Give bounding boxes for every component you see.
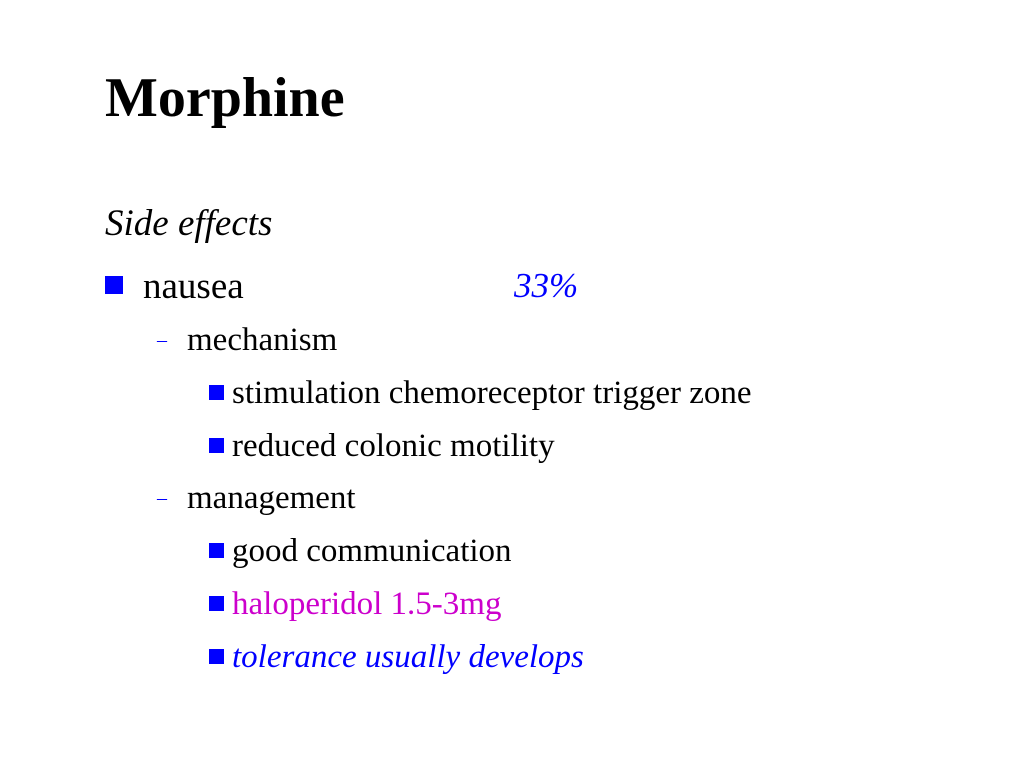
detail-label: stimulation chemoreceptor trigger zone: [232, 375, 752, 411]
square-bullet-icon: [209, 438, 224, 453]
square-bullet-icon: [209, 649, 224, 664]
square-bullet-icon: [105, 276, 123, 294]
sub-item-label: management: [187, 480, 356, 516]
detail-item: [209, 430, 555, 463]
sub-item-mechanism: [157, 324, 337, 357]
sub-item-management: [157, 482, 356, 515]
detail-label: tolerance usually develops: [232, 639, 584, 675]
slide-title: Morphine: [105, 67, 345, 129]
slide-subtitle: Side effects: [105, 203, 273, 244]
bullet-label: nausea: [143, 266, 244, 307]
detail-label: haloperidol 1.5-3mg: [232, 586, 502, 622]
square-bullet-icon: [209, 543, 224, 558]
detail-label: reduced colonic motility: [232, 428, 555, 464]
square-bullet-icon: [209, 596, 224, 611]
detail-label: good communication: [232, 533, 512, 569]
dash-bullet-icon: –: [157, 329, 167, 351]
nausea-percentage: 33%: [514, 266, 579, 305]
detail-item: [209, 641, 584, 674]
detail-item: [209, 588, 501, 621]
sub-item-label: mechanism: [187, 322, 338, 358]
bullet-item-nausea: [105, 268, 244, 305]
detail-item: [209, 377, 752, 410]
detail-item: [209, 535, 512, 568]
square-bullet-icon: [209, 385, 224, 400]
dash-bullet-icon: –: [157, 487, 167, 509]
